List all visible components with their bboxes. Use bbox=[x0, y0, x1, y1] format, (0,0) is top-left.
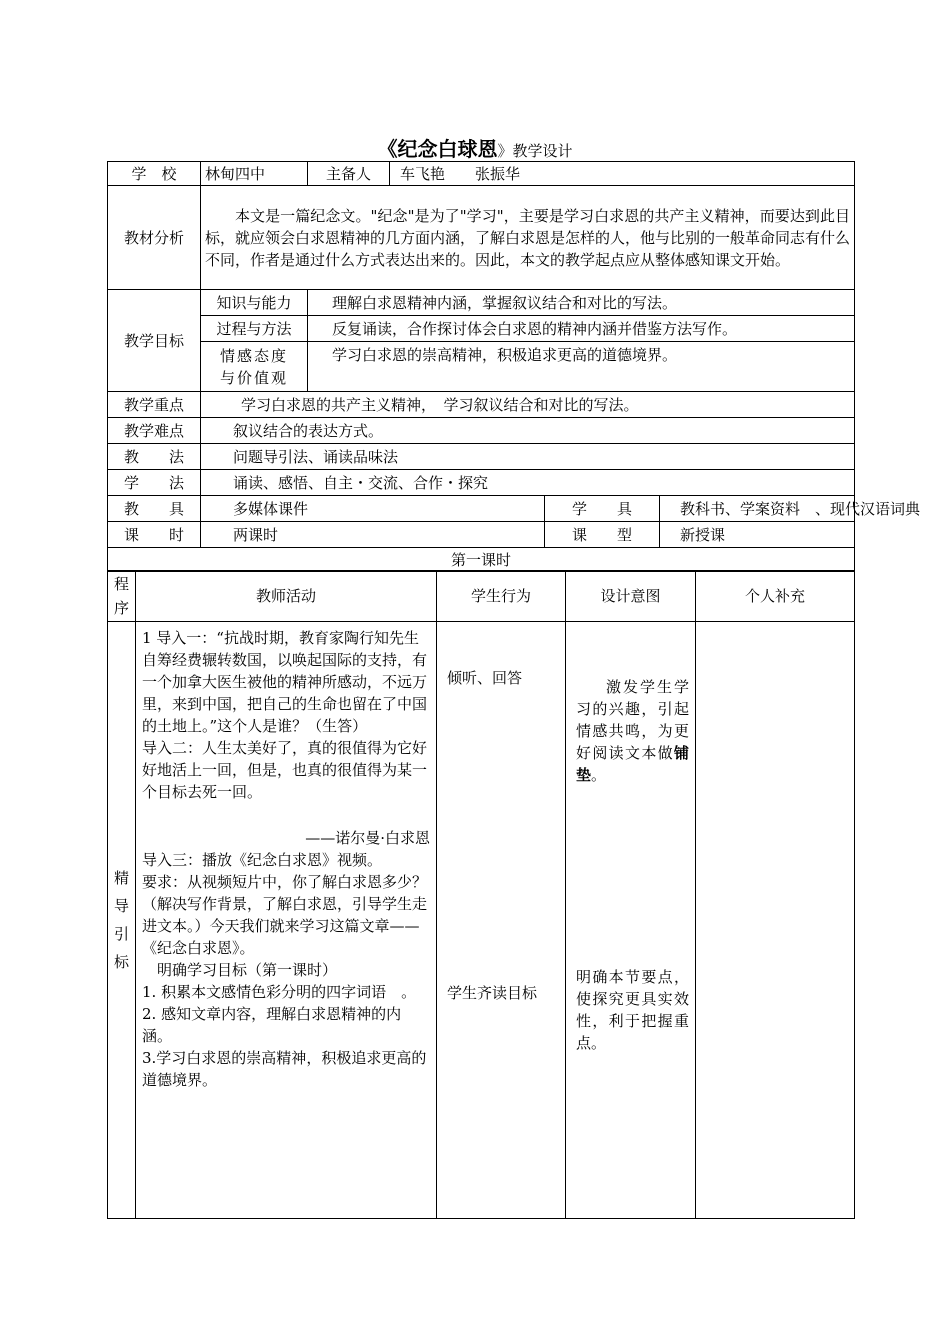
student-action-2: 学生齐读目标 bbox=[447, 984, 538, 1002]
difficulty-text: 叙议结合的表达方式。 bbox=[201, 418, 855, 444]
learn-method-text: 诵读、感悟、自主・交流、合作・探究 bbox=[201, 470, 855, 496]
analysis-text: 本文是一篇纪念文。"纪念"是为了"学习"，主要是学习白求恩的共产主义精神，而要达到此目标，就应领会白求恩精神的几方面内涵，了解白求恩是怎样的人，他与比别的一般革命同志有什么不同，作者是通过什么方式表达出来的。因此，本文的教学起点应从整体感知课文开始。 bbox=[201, 186, 855, 290]
col-seq-header: 程序 bbox=[108, 571, 136, 622]
preparer-label: 主备人 bbox=[308, 162, 390, 186]
goal-text-knowledge: 理解白求恩精神内涵，掌握叙议结合和对比的写法。 bbox=[308, 290, 855, 316]
teacher-intro2: 导入二：人生太美好了，真的很值得为它好好地活上一回，但是，也真的很值得为某一个目标去死一回。 bbox=[142, 739, 428, 801]
teacher-activity-cell bbox=[136, 622, 437, 1219]
learning-goal-2: 2. 感知文章内容，理解白求恩精神的内涵。 bbox=[142, 1005, 402, 1045]
intent-1-main: 激发学生学习的兴趣，引起情感共鸣，为更好阅读文本做 bbox=[576, 678, 689, 762]
lesson-type-label: 课 型 bbox=[545, 522, 660, 548]
goal-name-emotion-line2: 与价值观 bbox=[219, 368, 288, 387]
intent-2: 明确本节要点，使探究更具实效性，利于把握重点。 bbox=[576, 968, 689, 1052]
student-action-1: 倾听、回答 bbox=[447, 669, 523, 687]
col-teacher-header: 教师活动 bbox=[136, 571, 437, 622]
info-table bbox=[107, 161, 921, 572]
lesson-table bbox=[107, 570, 855, 1219]
student-action-cell bbox=[437, 622, 566, 1219]
seq-cell: 精导引标 bbox=[108, 622, 136, 1219]
learn-method-label: 学 法 bbox=[108, 470, 201, 496]
period-label: 课 时 bbox=[108, 522, 201, 548]
design-intent-cell bbox=[566, 622, 696, 1219]
goal-text-emotion: 学习白求恩的崇高精神，积极追求更高的道德境界。 bbox=[308, 342, 855, 392]
learning-goal-3: 3.学习白求恩的崇高精神，积极追求更高的道德境界。 bbox=[142, 1049, 427, 1089]
goal-head: 明确学习目标（第一课时） bbox=[157, 961, 338, 979]
school-value: 林甸四中 bbox=[201, 162, 308, 186]
personal-extra-cell bbox=[696, 622, 855, 1219]
teach-tools-label: 教 具 bbox=[108, 496, 201, 522]
goals-label: 教学目标 bbox=[108, 290, 201, 392]
goal-name-emotion-line1: 情感态度 bbox=[219, 346, 288, 365]
goal-name-emotion bbox=[201, 342, 308, 392]
teacher-require: 要求：从视频短片中，你了解白求恩多少？（解决写作背景，了解白求恩，引导学生走进文本。）今天我们就来学习这篇文章——《纪念白求恩》。 bbox=[142, 873, 428, 957]
title-main: 《纪念白球恩 bbox=[377, 137, 498, 161]
school-label: 学 校 bbox=[108, 162, 201, 186]
learn-tools-value: 教科书、学案资料 、现代汉语词典 bbox=[660, 496, 855, 522]
analysis-label: 教材分析 bbox=[108, 186, 201, 290]
document-title bbox=[0, 133, 950, 162]
col-student-header: 学生行为 bbox=[437, 571, 566, 622]
quote-author: ——诺尔曼·白求恩 bbox=[305, 829, 430, 847]
period-value: 两课时 bbox=[201, 522, 545, 548]
col-extra-header: 个人补充 bbox=[696, 571, 855, 622]
key-point-label: 教学重点 bbox=[108, 392, 201, 418]
teach-method-text: 问题导引法、诵读品味法 bbox=[201, 444, 855, 470]
teacher-intro1: 1 导入一：“抗战时期，教育家陶行知先生自筹经费辗转数国，以唤起国际的支持，有一个加拿大医生被他的精神所感动，不远万里，来到中国，把自己的生命也留在了中国的土地上。”这个人是谁？（生答） bbox=[142, 629, 428, 735]
teacher-intro3: 导入三：播放《纪念白求恩》视频。 bbox=[142, 851, 383, 869]
lesson1-heading: 第一课时 bbox=[108, 548, 855, 572]
preparer-value: 车飞艳 张振华 bbox=[390, 162, 855, 186]
intent-1-end: 。 bbox=[591, 766, 607, 784]
teach-method-label: 教 法 bbox=[108, 444, 201, 470]
intent-1-bold: 铺垫 bbox=[576, 744, 689, 784]
learn-tools-label: 学 具 bbox=[545, 496, 660, 522]
col-intent-header: 设计意图 bbox=[566, 571, 696, 622]
lesson-type-value: 新授课 bbox=[660, 522, 855, 548]
learning-goal-1: 1. 积累本文感情色彩分明的四字词语 。 bbox=[142, 983, 417, 1001]
goal-name-knowledge: 知识与能力 bbox=[201, 290, 308, 316]
key-point-text: 学习白求恩的共产主义精神， 学习叙议结合和对比的写法。 bbox=[201, 392, 855, 418]
title-sub: 》教学设计 bbox=[497, 142, 573, 160]
goal-text-process: 反复诵读，合作探讨体会白求恩的精神内涵并借鉴方法写作。 bbox=[308, 316, 855, 342]
difficulty-label: 教学难点 bbox=[108, 418, 201, 444]
intent-1 bbox=[576, 676, 689, 786]
teach-tools-value: 多媒体课件 bbox=[201, 496, 545, 522]
goal-name-process: 过程与方法 bbox=[201, 316, 308, 342]
